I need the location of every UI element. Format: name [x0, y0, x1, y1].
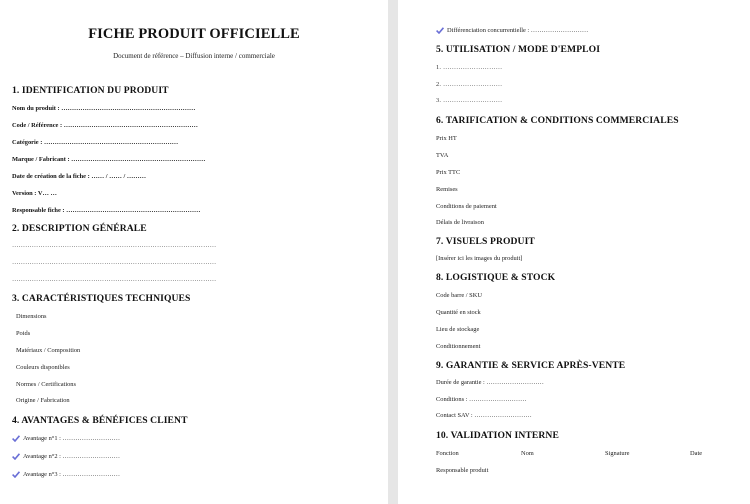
- usage-step-2: 2. ………………………: [436, 81, 503, 88]
- field-creation-date: Date de création de la fiche : …… / …… / ………: [12, 173, 147, 180]
- warranty-duration: Durée de garantie : ………………………: [436, 379, 544, 386]
- validation-row-owner: Responsable produit: [436, 467, 489, 474]
- visuals-placeholder: [Insérer ici les images du produit]: [436, 255, 523, 262]
- section-10-heading: 10. VALIDATION INTERNE: [436, 430, 559, 441]
- validation-col-date: Date: [690, 450, 703, 457]
- field-category: Catégorie : ………………………………………………………: [12, 139, 179, 146]
- advantage-item: [12, 435, 120, 442]
- tech-item-origin: Origine / Fabrication: [16, 397, 70, 404]
- field-version: Version : V… …: [12, 190, 57, 197]
- document-title: FICHE PRODUIT OFFICIELLE: [88, 26, 300, 42]
- advantage-item: [12, 453, 120, 460]
- description-line-3: …………………………………………………………………………………: [12, 276, 217, 283]
- validation-col-function: Fonction: [436, 450, 459, 457]
- tech-item-weight: Poids: [16, 330, 31, 337]
- advantage-label: Avantage n°1 : ………………………: [23, 435, 121, 442]
- check-icon: [12, 471, 20, 478]
- field-owner: Responsable fiche : ………………………………………………………: [12, 207, 201, 214]
- usage-step-1: 1. ………………………: [436, 64, 503, 71]
- pricing-item-delivery: Délais de livraison: [436, 219, 484, 226]
- section-7-heading: 7. VISUELS PRODUIT: [436, 236, 535, 247]
- pricing-item-ttc: Prix TTC: [436, 169, 461, 176]
- section-2-heading: 2. DESCRIPTION GÉNÉRALE: [12, 223, 147, 234]
- advantage-label: Avantage n°3 : ………………………: [23, 471, 121, 478]
- advantage-item: [12, 471, 120, 478]
- section-3-heading: 3. CARACTÉRISTIQUES TECHNIQUES: [12, 293, 191, 304]
- tech-item-norms: Normes / Certifications: [16, 381, 76, 388]
- usage-step-3: 3. ………………………: [436, 97, 503, 104]
- differentiation-item: [436, 27, 588, 34]
- validation-col-signature: Signature: [605, 450, 630, 457]
- validation-col-name: Nom: [521, 450, 534, 457]
- logistics-item-packaging: Conditionnement: [436, 343, 481, 350]
- pricing-item-tva: TVA: [436, 152, 449, 159]
- section-8-heading: 8. LOGISTIQUE & STOCK: [436, 272, 556, 283]
- field-reference: Code / Référence : ………………………………………………………: [12, 122, 198, 129]
- section-9-heading: 9. GARANTIE & SERVICE APRÈS-VENTE: [436, 360, 626, 371]
- tech-item-dimensions: Dimensions: [16, 313, 47, 320]
- description-line-1: …………………………………………………………………………………: [12, 242, 217, 249]
- logistics-item-stock: Quantité en stock: [436, 309, 481, 316]
- check-icon: [12, 453, 20, 460]
- warranty-conditions: Conditions : ………………………: [436, 396, 527, 403]
- document-page-right: [398, 0, 750, 504]
- advantage-label: Avantage n°2 : ………………………: [23, 453, 121, 460]
- pricing-item-discounts: Remises: [436, 186, 458, 193]
- field-brand: Marque / Fabricant : ………………………………………………………: [12, 156, 206, 163]
- pricing-item-payment: Conditions de paiement: [436, 203, 497, 210]
- differentiation-label: Différenciation concurrentielle : ………………………: [447, 27, 589, 34]
- logistics-item-location: Lieu de stockage: [436, 326, 480, 333]
- warranty-contact: Contact SAV : ………………………: [436, 412, 532, 419]
- section-4-heading: 4. AVANTAGES & BÉNÉFICES CLIENT: [12, 415, 188, 426]
- description-line-2: …………………………………………………………………………………: [12, 259, 217, 266]
- section-1-heading: 1. IDENTIFICATION DU PRODUIT: [12, 85, 169, 96]
- section-6-heading: 6. TARIFICATION & CONDITIONS COMMERCIALES: [436, 115, 679, 126]
- field-product-name: Nom du produit : ………………………………………………………: [12, 105, 196, 112]
- section-5-heading: 5. UTILISATION / MODE D'EMPLOI: [436, 44, 601, 55]
- check-icon: [12, 435, 20, 442]
- tech-item-materials: Matériaux / Composition: [16, 347, 81, 354]
- pricing-item-ht: Prix HT: [436, 135, 457, 142]
- check-icon: [436, 27, 444, 34]
- document-subtitle: Document de référence – Diffusion interne / commerciale: [113, 52, 275, 60]
- logistics-item-sku: Code barre / SKU: [436, 292, 482, 299]
- tech-item-colors: Couleurs disponibles: [16, 364, 70, 371]
